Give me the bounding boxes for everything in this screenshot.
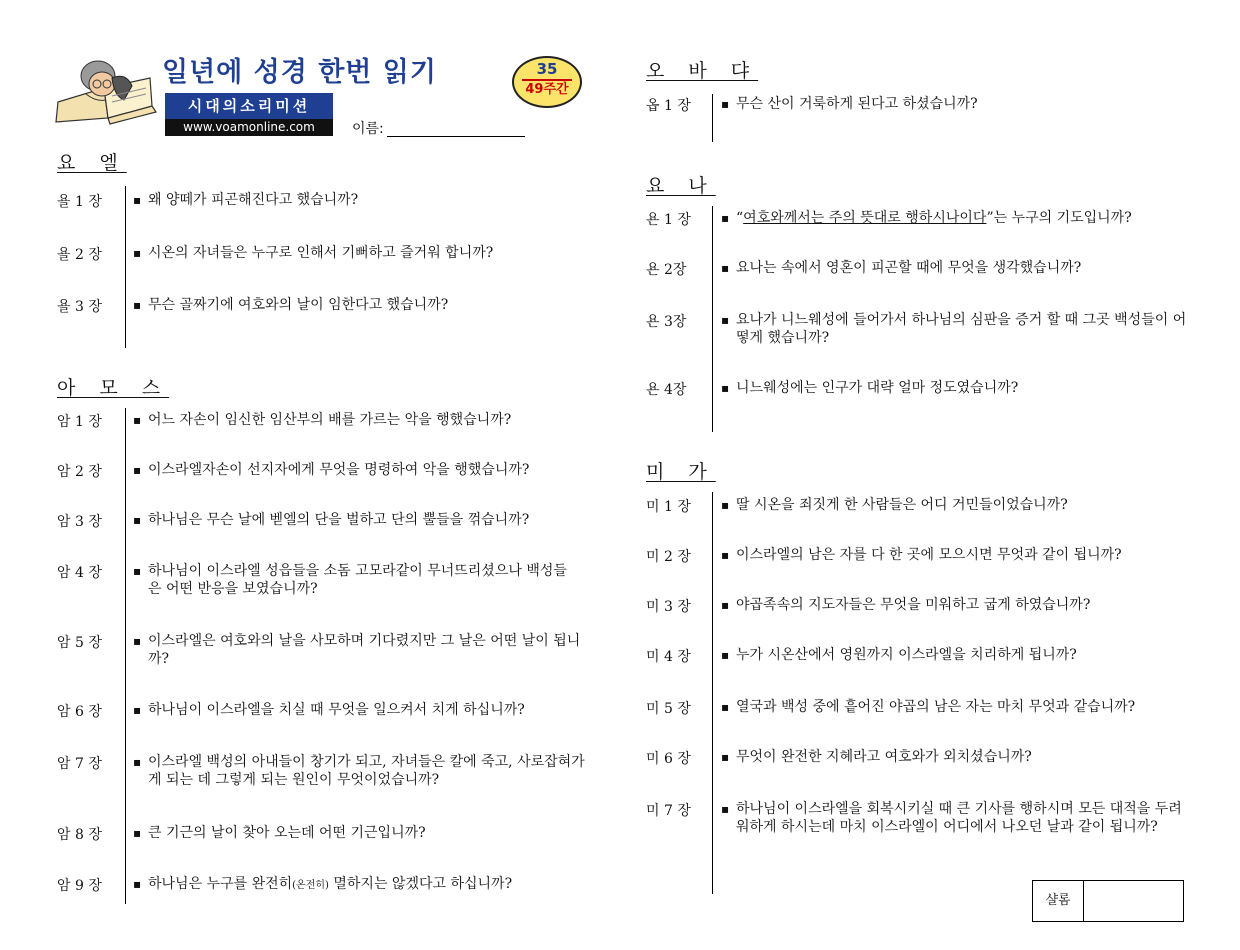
question-text: ▪ 어느 자손이 임신한 임산부의 배를 가르는 악을 행했습니까? <box>148 411 588 429</box>
chapter-label: 암 7 장 <box>57 756 102 772</box>
org-logo-name: 시대의소리미션 <box>165 93 333 119</box>
sign-off-field[interactable] <box>1084 881 1183 921</box>
chapter-label: 미 6 장 <box>646 751 691 767</box>
question-text: ▪ 이스라엘자손이 선지자에게 무엇을 명령하여 악을 행했습니까? <box>148 461 588 479</box>
question-text: ▪ 이스라엘 백성의 아내들이 창기가 되고, 자녀들은 칼에 죽고, 사로잡혀가게 되는 데 그렇게 되는 원인이 무엇이었습니까? <box>148 753 596 789</box>
question-text: ▪ 무슨 산이 거룩하게 된다고 하셨습니까? <box>736 95 1194 113</box>
book-title-joel: 요 엘 <box>57 152 127 174</box>
badge-number: 35 <box>536 60 558 78</box>
chapter-label: 미 5 장 <box>646 701 691 717</box>
page-title: 일년에 성경 한번 읽기 <box>162 57 437 88</box>
chapter-label: 암 4 장 <box>57 565 102 581</box>
question-text: ▪ 하나님은 누구를 완전히(온전히) 멸하지는 않겠다고 하십니까? <box>148 875 588 895</box>
question-text: ▪ 하나님은 무슨 날에 벧엘의 단을 벌하고 단의 뿔들을 꺾습니까? <box>148 511 588 529</box>
badge-divider <box>522 79 572 81</box>
chapter-label: 암 3 장 <box>57 514 102 530</box>
question-text: ▪ “여호와께서는 주의 뜻대로 행하시나이다”는 누구의 기도입니까? <box>736 209 1194 227</box>
question-text: ▪ 하나님이 이스라엘 성읍들을 소돔 고모라같이 무너뜨리셨으나 백성들은 어떤 반응을 보였습니까? <box>148 562 578 598</box>
chapter-label: 미 4 장 <box>646 649 691 665</box>
section-divider <box>712 206 713 432</box>
question-text: ▪ 이스라엘의 남은 자를 다 한 곳에 모으시면 무엇과 같이 됩니까? <box>736 546 1194 564</box>
chapter-label: 미 3 장 <box>646 599 691 615</box>
book-title-jonah: 요 나 <box>646 175 716 197</box>
sign-off-label: 샬롬 <box>1033 881 1084 921</box>
question-text: ▪ 왜 양떼가 피곤해진다고 했습니까? <box>148 191 588 209</box>
org-logo-url: www.voamonline.com <box>165 119 333 136</box>
sign-off-box <box>1032 880 1184 922</box>
chapter-label: 암 1 장 <box>57 414 102 430</box>
section-divider <box>125 186 126 348</box>
chapter-label: 욘 1 장 <box>646 212 691 228</box>
question-text: ▪ 요나가 니느웨성에 들어가서 하나님의 심판을 증거 할 때 그곳 백성들이 어떻게 했습니까? <box>736 311 1194 347</box>
question-text: ▪ 야곱족속의 지도자들은 무엇을 미워하고 굽게 하였습니까? <box>736 596 1194 614</box>
section-divider <box>712 94 713 142</box>
book-title-amos: 아 모 스 <box>57 377 170 399</box>
chapter-label: 욜 1 장 <box>57 194 102 210</box>
chapter-label: 암 9 장 <box>57 878 102 894</box>
chapter-label: 욜 2 장 <box>57 247 102 263</box>
question-text: ▪ 니느웨성에는 인구가 대략 얼마 정도였습니까? <box>736 379 1194 397</box>
chapter-label: 욜 3 장 <box>57 299 102 315</box>
question-text: ▪ 이스라엘은 여호와의 날을 사모하며 기다렸지만 그 날은 어떤 날이 됩니까? <box>148 632 588 668</box>
chapter-label: 욘 3장 <box>646 314 687 330</box>
question-text: ▪ 큰 기근의 날이 찾아 오는데 어떤 기근입니까? <box>148 824 588 842</box>
chapter-label: 암 2 장 <box>57 464 102 480</box>
question-text: ▪ 열국과 백성 중에 흩어진 야곱의 남은 자는 마치 무엇과 같습니까? <box>736 698 1194 716</box>
section-divider <box>712 492 713 894</box>
name-label: 이름: <box>352 121 384 137</box>
chapter-label: 옵 1 장 <box>646 98 691 114</box>
book-title-obadiah: 오 바 댜 <box>646 60 759 82</box>
chapter-label: 암 5 장 <box>57 635 102 651</box>
reading-mascot-image <box>52 52 162 126</box>
book-title-micah: 미 가 <box>646 461 716 483</box>
chapter-label: 욘 4장 <box>646 382 687 398</box>
week-badge <box>512 56 582 108</box>
chapter-label: 욘 2장 <box>646 262 687 278</box>
chapter-label: 미 7 장 <box>646 803 691 819</box>
chapter-label: 미 1 장 <box>646 499 691 515</box>
chapter-label: 미 2 장 <box>646 549 691 565</box>
question-text: ▪ 요나는 속에서 영혼이 피곤할 때에 무엇을 생각했습니까? <box>736 259 1194 277</box>
question-text: ▪ 누가 시온산에서 영원까지 이스라엘을 치리하게 됩니까? <box>736 646 1194 664</box>
name-input-line[interactable] <box>387 136 525 137</box>
question-text: ▪ 시온의 자녀들은 누구로 인해서 기뻐하고 즐거워 합니까? <box>148 244 588 262</box>
chapter-label: 암 8 장 <box>57 827 102 843</box>
question-text: ▪ 하나님이 이스라엘을 치실 때 무엇을 일으켜서 치게 하십니까? <box>148 701 588 719</box>
question-text: ▪ 무슨 골짜기에 여호와의 날이 임한다고 했습니까? <box>148 296 588 314</box>
chapter-label: 암 6 장 <box>57 704 102 720</box>
badge-week: 49주간 <box>525 82 569 97</box>
section-divider <box>125 408 126 904</box>
question-text: ▪ 하나님이 이스라엘을 회복시키실 때 큰 기사를 행하시며 모든 대적을 두려워하게 하시는데 마치 이스라엘이 어디에서 나오던 날과 같이 됩니까? <box>736 800 1194 836</box>
question-text: ▪ 딸 시온을 죄짓게 한 사람들은 어디 거민들이었습니까? <box>736 496 1194 514</box>
question-text: ▪ 무엇이 완전한 지혜라고 여호와가 외치셨습니까? <box>736 748 1194 766</box>
